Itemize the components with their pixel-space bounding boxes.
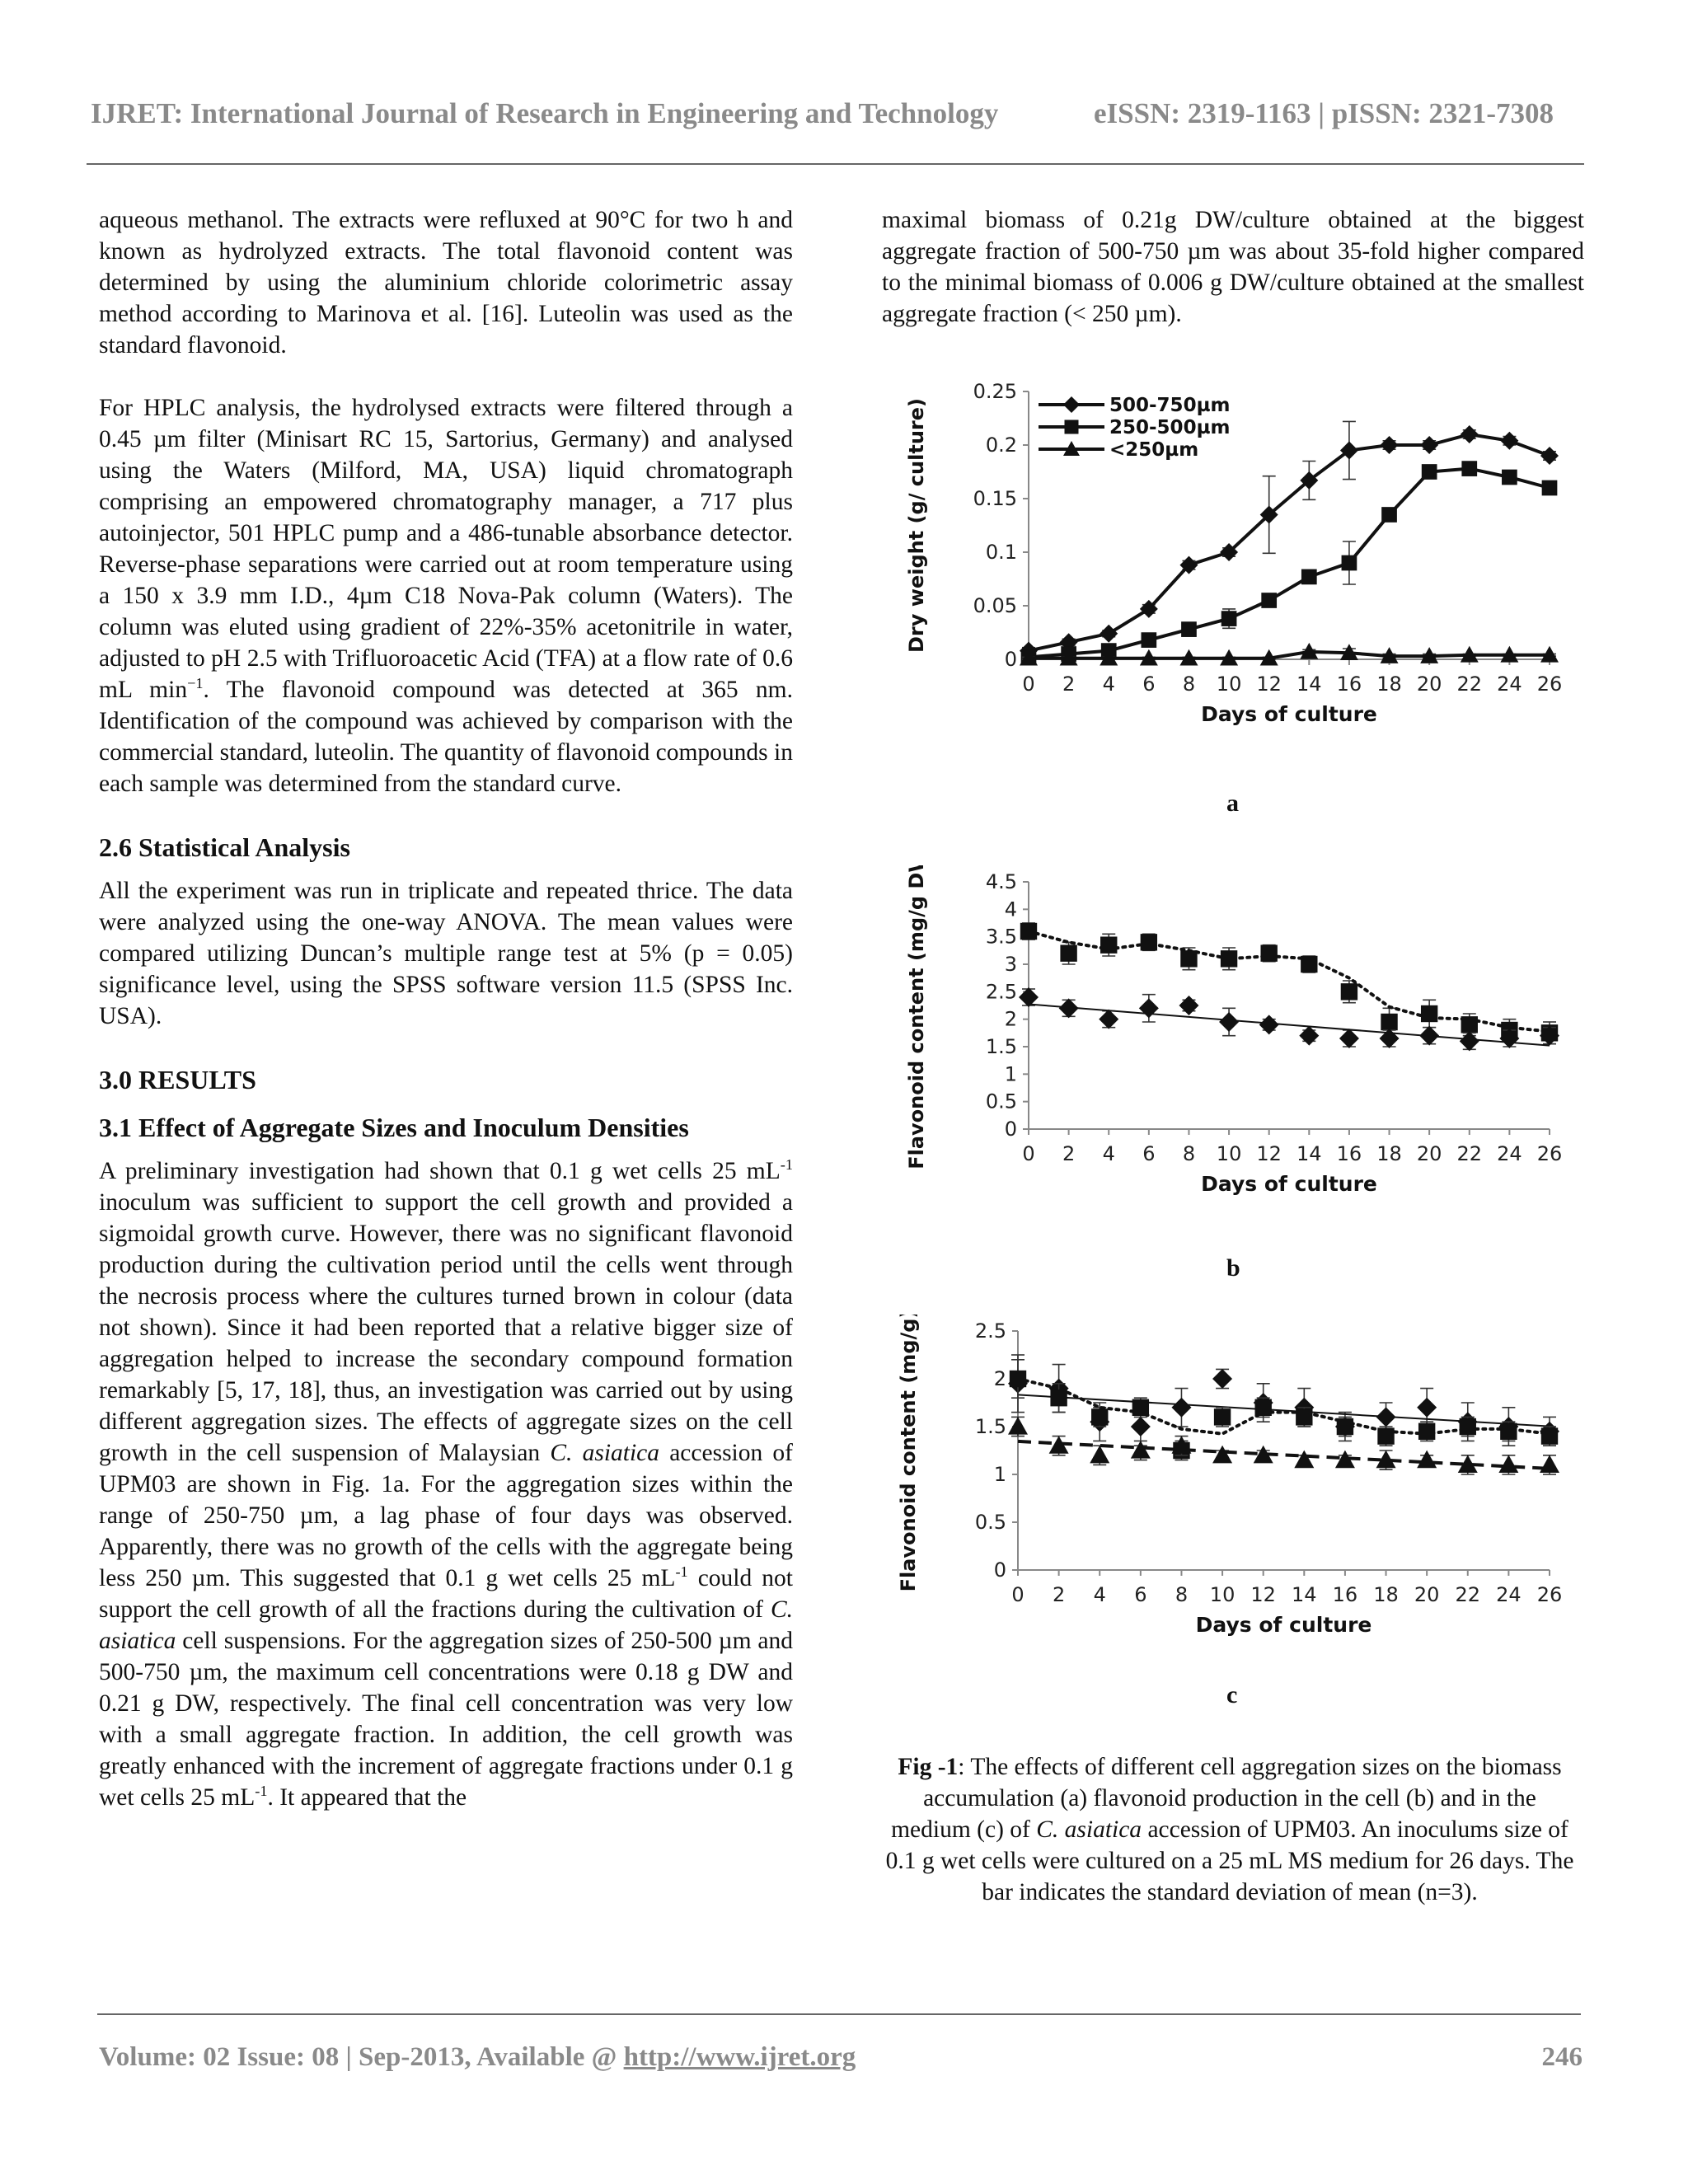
x-tick-label: 12 [1256, 1142, 1282, 1165]
data-point-square [1500, 1423, 1517, 1440]
x-tick-label: 0 [1022, 673, 1035, 696]
x-tick-label: 24 [1497, 1142, 1522, 1165]
x-tick-label: 10 [1209, 1583, 1236, 1606]
figure-caption: Fig -1: The effects of different cell aggregation sizes on the biomass accumulation (a) flavonoid production in the cell (b) and in the medium (c) of C. asiatica accession of UPM03. An inoculums size of 0.1 g wet cells were cultured on a 25 mL MS medium for 26 days. The bar indicates the standard deviation of mean (n=3). [885, 1754, 1574, 1905]
data-point-diamond [1339, 1029, 1359, 1048]
x-tick-label: 16 [1336, 673, 1362, 696]
data-point-square [1296, 1408, 1312, 1425]
data-point-diamond [1100, 625, 1118, 643]
data-point-square [1050, 1390, 1067, 1406]
issn: eISSN: 2319-1163 | pISSN: 2321-7308 [1094, 97, 1554, 129]
paragraph: All the experiment was run in triplicate and repeated thrice. The data were analyzed using the one-way ANOVA. The mean values were compared utilizing Duncan’s multiple range test at 5% (p = 0.05) significance level, using the SPSS software version 11.5 (SPSS Inc. USA). [99, 878, 793, 1029]
y-tick-label: 0.5 [974, 1511, 1006, 1534]
x-tick-label: 26 [1536, 673, 1563, 696]
data-point-square [1261, 593, 1277, 608]
footer-rule [97, 2013, 1581, 2015]
data-point-square [1418, 1423, 1435, 1440]
chart-b [890, 865, 1582, 1216]
data-point-diamond [1376, 1407, 1396, 1427]
x-tick-label: 6 [1142, 673, 1156, 696]
x-tick-label: 2 [1062, 673, 1076, 696]
y-tick-label: 0 [1004, 648, 1017, 671]
x-tick-label: 10 [1216, 1142, 1242, 1165]
data-point-square [1091, 1408, 1108, 1425]
paragraph-results: A preliminary investigation had shown that 0.1 g wet cells 25 $mL^{-1}$ inoculum was sufficient to support the cell growth and provided a sigmoidal growth curve. However, there was no significant flavonoid production during the cultivation period until the cells went through the necrosis process where the cultures turned brown in colour (data not shown). Since it had been reported that a relative bigger size of aggregation helped to increase the secondary compound formation remarkably [5, 17, 18], thus, an investigation was carried out by using different aggregation sizes. The effects of aggregate sizes on the cell growth in the cell suspension of Malaysian C. asiatica accession of UPM03 are shown in Fig. 1a. For the aggregation sizes within the range of 250-750 µm, a lag phase of four days was observed. Apparently, there was no growth of the cells with the aggregate being less 250 µm. This suggested that 0.1 g wet cells 25 $mL^{-1}$ could not support the cell growth of all the fractions during the cultivation of C. asiatica cell suspensions. For the aggregation sizes of 250-500 µm and 500-750 µm, the maximum cell concentrations were 0.18 g DW and 0.21 g DW, respectively. The final cell concentration was very low with a small aggregate fraction. In addition, the cell growth was greatly enhanced with the increment of aggregate fractions under 0.1 g wet cells 25 $mL^{-1}$. It appeared that the [99, 1156, 794, 1811]
data-point-square [1502, 470, 1517, 485]
legend-label: <250µm [1109, 439, 1199, 461]
data-point-square [1341, 983, 1357, 1000]
y-tick-label: 2 [993, 1367, 1006, 1390]
x-tick-label: 14 [1292, 1583, 1317, 1606]
y-tick-label: 4.5 [985, 870, 1017, 893]
x-tick-label: 18 [1376, 673, 1402, 696]
x-axis-title: Days of culture [1201, 1172, 1377, 1196]
x-tick-label: 18 [1373, 1583, 1399, 1606]
y-tick-label: 0.25 [973, 380, 1017, 403]
data-point-diamond [1139, 998, 1159, 1018]
data-point-square [1020, 923, 1037, 940]
data-point-square [1422, 464, 1437, 480]
x-tick-label: 18 [1376, 1142, 1402, 1165]
data-point-diamond [1500, 432, 1518, 450]
journal-title: IJRET: International Journal of Research in Engineering and Technology [91, 97, 999, 129]
data-point-diamond [1540, 447, 1559, 465]
y-tick-label: 0.1 [985, 541, 1017, 564]
data-point-square [1542, 480, 1558, 496]
x-tick-label: 22 [1455, 1583, 1481, 1606]
panel-label-c: c [1226, 1681, 1238, 1708]
journal-link[interactable]: http://www.ijret.org [623, 2042, 856, 2072]
paragraph-hplc: For HPLC analysis, the hydrolysed extracts were filtered through a 0.45 µm filter (Minisart RC 15, Sartorius, Germany) and analysed using the Waters (Milford, MA, USA) liquid chromatograph comprising an empowered chromatography manager, a 717 plus autoinjector, 501 HPLC pump and a 486-tunable absorbance detector. Reverse-phase separations were carried out at room temperature using a 150 x 3.9 mm I.D., 4µm C18 Nova-Pak column (Waters). The column was eluted using gradient of 22%-35% acetonitrile in water, adjusted to pH 2.5 with Trifluoroacetic Acid (TFA) at a flow rate of 0.6 mL $\min^{-1}$. The flavonoid compound was detected at 365 nm. Identification of the compound was achieved by comparison with the commercial standard, luteolin. The quantity of flavonoid compounds in each sample was determined from the standard curve. [99, 395, 794, 797]
x-tick-label: 24 [1497, 673, 1522, 696]
data-point-diamond [1299, 1026, 1319, 1046]
x-tick-label: 6 [1142, 1142, 1156, 1165]
x-tick-label: 0 [1011, 1583, 1025, 1606]
left-column [99, 204, 793, 1813]
x-tick-label: 10 [1216, 673, 1242, 696]
section-heading-results: 3.0 RESULTS [99, 1065, 256, 1094]
y-tick-label: 1.5 [974, 1415, 1006, 1438]
x-tick-label: 4 [1102, 1142, 1115, 1165]
running-footer [99, 2042, 1582, 2073]
x-axis-title: Days of culture [1195, 1613, 1372, 1637]
y-tick-label: 0.2 [985, 434, 1017, 457]
x-tick-label: 16 [1332, 1583, 1358, 1606]
data-point-square [1141, 934, 1157, 950]
data-point-square [1221, 950, 1237, 967]
x-tick-label: 26 [1536, 1583, 1563, 1606]
data-point-diamond [1381, 436, 1399, 454]
data-point-diamond [1219, 1012, 1239, 1032]
x-tick-label: 8 [1182, 673, 1196, 696]
panel-label-b: b [1226, 1254, 1240, 1282]
data-point-square [1221, 611, 1237, 626]
y-tick-label: 3.5 [985, 925, 1017, 949]
y-tick-label: 4 [1004, 898, 1017, 921]
y-tick-label: 1 [1004, 1062, 1017, 1086]
x-tick-label: 26 [1536, 1142, 1563, 1165]
data-point-diamond [1461, 425, 1479, 443]
data-point-diamond [1171, 1398, 1191, 1418]
x-tick-label: 22 [1456, 673, 1483, 696]
data-point-square [1381, 507, 1397, 523]
y-axis-title: Flavonoid content (mg/g) [897, 1315, 920, 1592]
data-point-square [1342, 555, 1357, 571]
y-tick-label: 0 [993, 1558, 1006, 1582]
x-tick-label: 20 [1416, 1142, 1442, 1165]
legend-label: 500-750µm [1109, 395, 1231, 416]
x-tick-label: 2 [1062, 1142, 1076, 1165]
data-point-diamond [1131, 1417, 1151, 1436]
data-point-square [1214, 1408, 1231, 1425]
data-point-diamond [1212, 1369, 1232, 1389]
data-point-triangle [1008, 1417, 1028, 1435]
data-point-diamond [1063, 396, 1080, 413]
x-tick-label: 24 [1496, 1583, 1522, 1606]
x-tick-label: 6 [1134, 1583, 1147, 1606]
data-point-triangle [1498, 1455, 1518, 1473]
section-heading-statistical: 2.6 Statistical Analysis [99, 832, 350, 862]
x-tick-label: 12 [1250, 1583, 1276, 1606]
data-point-square [1421, 1005, 1437, 1022]
header-rule [87, 163, 1584, 165]
x-tick-label: 14 [1296, 1142, 1322, 1165]
y-tick-label: 2.5 [974, 1319, 1006, 1343]
data-point-diamond [1059, 998, 1079, 1018]
data-point-diamond [1419, 1026, 1439, 1046]
volume-info: Volume: 02 Issue: 08 | Sep-2013, Available @ [99, 2042, 624, 2072]
x-tick-label: 12 [1256, 673, 1282, 696]
data-point-square [1141, 632, 1156, 648]
chart-a [890, 375, 1582, 750]
data-point-triangle [1212, 1446, 1232, 1464]
data-point-square [1010, 1371, 1026, 1387]
data-point-diamond [1259, 1015, 1279, 1034]
y-tick-label: 0.05 [973, 594, 1017, 617]
x-tick-label: 8 [1182, 1142, 1196, 1165]
data-point-square [1100, 936, 1117, 953]
y-tick-label: 1.5 [985, 1035, 1017, 1058]
subsection-heading: 3.1 Effect of Aggregate Sizes and Inoculum Densities [99, 1113, 689, 1142]
x-tick-label: 20 [1416, 673, 1442, 696]
panel-label-a: a [1226, 790, 1239, 817]
paragraph: aqueous methanol. The extracts were refluxed at 90°C for two h and known as hydrolyzed extracts. The total flavonoid content was determined by using the aluminium chloride colorimetric assay method according to Marinova et al. [16]. Luteolin was used as the standard flavonoid. [99, 207, 793, 359]
x-tick-label: 8 [1175, 1583, 1189, 1606]
x-tick-label: 16 [1336, 1142, 1362, 1165]
y-axis-title: Dry weight (g/ culture) [905, 398, 928, 653]
y-tick-label: 0.15 [973, 487, 1017, 510]
x-tick-label: 22 [1456, 1142, 1483, 1165]
data-point-triangle [1294, 1451, 1314, 1469]
y-tick-label: 1 [993, 1463, 1006, 1486]
data-point-diamond [1179, 996, 1198, 1015]
data-point-square [1060, 944, 1076, 961]
x-tick-label: 4 [1102, 673, 1115, 696]
paragraph: maximal biomass of 0.21g DW/culture obtained at the biggest aggregate fraction of 500-750 µm was about 35-fold higher compared to the minimal biomass of 0.006 g DW/culture obtained at the smallest aggregate fraction (< 250 µm). [882, 207, 1584, 327]
x-tick-label: 0 [1022, 1142, 1035, 1165]
data-point-triangle [1540, 1455, 1559, 1473]
data-point-square [1541, 1427, 1558, 1444]
x-tick-label: 20 [1414, 1583, 1440, 1606]
data-point-square [1301, 569, 1317, 585]
data-point-diamond [1420, 436, 1438, 454]
data-point-square [1254, 1399, 1271, 1416]
data-point-square [1180, 950, 1197, 967]
data-point-square [1065, 420, 1079, 434]
y-tick-label: 3 [1004, 953, 1017, 976]
data-point-triangle [1417, 1451, 1437, 1469]
data-point-diamond [1417, 1398, 1437, 1418]
data-point-square [1461, 461, 1477, 476]
page-number: 246 [1541, 2042, 1582, 2072]
data-point-diamond [1460, 1031, 1479, 1051]
data-point-square [1132, 1399, 1149, 1416]
y-tick-label: 0 [1004, 1118, 1017, 1141]
legend-label: 250-500µm [1109, 417, 1231, 438]
data-point-square [1460, 1418, 1476, 1435]
chart-c [890, 1315, 1582, 1665]
data-point-square [1260, 944, 1277, 961]
data-point-triangle [1090, 1446, 1109, 1464]
running-header [91, 97, 1574, 130]
x-tick-label: 2 [1052, 1583, 1066, 1606]
data-point-square [1181, 621, 1197, 637]
y-axis-title: Flavonoid content (mg/g DW) [905, 865, 928, 1169]
data-point-diamond [1099, 1010, 1118, 1029]
data-point-square [1377, 1427, 1394, 1444]
x-tick-label: 14 [1296, 673, 1322, 696]
data-point-square [1337, 1418, 1353, 1435]
x-axis-title: Days of culture [1201, 702, 1377, 726]
right-column [882, 204, 1584, 330]
y-tick-label: 2 [1004, 1007, 1017, 1031]
y-tick-label: 2.5 [985, 980, 1017, 1004]
y-tick-label: 0.5 [985, 1090, 1017, 1113]
x-tick-label: 4 [1093, 1583, 1106, 1606]
data-point-square [1301, 956, 1317, 972]
data-point-square [1461, 1016, 1478, 1033]
data-point-square [1381, 1014, 1397, 1030]
